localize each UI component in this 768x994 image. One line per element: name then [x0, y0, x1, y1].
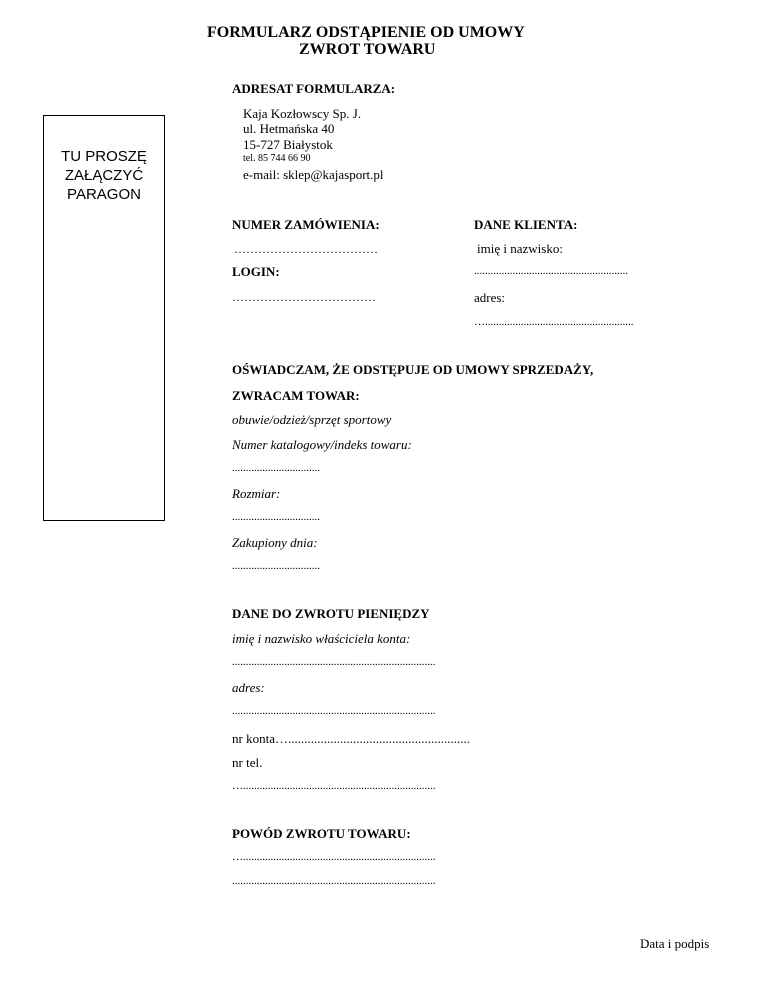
catalog-number-field[interactable]: ................................ [232, 462, 320, 474]
return-reason-field-1[interactable]: …...................................................................... [232, 851, 436, 863]
addressee-company: Kaja Kozłowscy Sp. J. [243, 106, 362, 121]
receipt-instruction [44, 147, 164, 204]
refund-phone-label: nr tel. [232, 755, 263, 770]
refund-phone-field[interactable]: …...................................................................... [232, 780, 436, 792]
client-address-label: adres: [474, 290, 506, 305]
client-heading: DANE KLIENTA: [474, 217, 578, 232]
client-name-label: imię i nazwisko: [477, 241, 563, 256]
addressee-city: 15-727 Białystok [243, 137, 333, 152]
size-field[interactable]: ................................ [232, 511, 320, 523]
refund-heading: DANE DO ZWROTU PIENIĘDZY [232, 606, 430, 621]
account-owner-field[interactable]: .......................................................................... [232, 656, 436, 668]
goods-type-text: obuwie/odzież/sprzęt sportowy [232, 412, 392, 427]
account-number-field[interactable]: nr konta…........................................................ [232, 731, 470, 746]
addressee-street: ul. Hetmańska 40 [243, 121, 335, 136]
form-title-line1: FORMULARZ ODSTĄPIENIE OD UMOWY [207, 24, 525, 41]
receipt-instruction-line2: ZAŁĄCZYĆ [64, 167, 144, 184]
date-and-signature-label: Data i podpis [640, 936, 710, 951]
return-reason-field-2[interactable]: .......................................................................... [232, 875, 436, 887]
receipt-instruction-line3: PARAGON [67, 186, 141, 203]
receipt-instruction-line1: TU PROSZĘ [61, 148, 147, 165]
return-reason-heading: POWÓD ZWROTU TOWARU: [232, 826, 411, 841]
catalog-number-label: Numer katalogowy/indeks towaru: [232, 437, 412, 452]
declaration-heading: OŚWIADCZAM, ŻE ODSTĘPUJE OD UMOWY SPRZEDAŻY, [232, 362, 594, 377]
size-label: Rozmiar: [232, 486, 281, 501]
addressee-email: e-mail: sklep@kajasport.pl [243, 167, 384, 182]
purchase-date-label: Zakupiony dnia: [232, 535, 318, 550]
order-number-field[interactable]: ……………………………… [234, 242, 378, 256]
client-address-field[interactable]: …...................................................... [474, 316, 634, 328]
order-number-label: NUMER ZAMÓWIENIA: [232, 217, 380, 232]
refund-address-field[interactable]: .......................................................................... [232, 705, 436, 717]
addressee-phone: tel. 85 744 66 90 [243, 153, 311, 164]
receipt-attachment-box [43, 115, 165, 521]
login-label: LOGIN: [232, 264, 280, 279]
refund-address-label: adres: [232, 680, 265, 695]
account-owner-label: imię i nazwisko właściciela konta: [232, 631, 411, 646]
purchase-date-field[interactable]: ................................ [232, 560, 320, 572]
form-title-line2: ZWROT TOWARU [299, 41, 436, 58]
login-field[interactable]: ……………………………… [232, 290, 376, 304]
client-name-field[interactable]: ........................................................ [474, 265, 628, 277]
addressee-heading: ADRESAT FORMULARZA: [232, 81, 396, 96]
returned-goods-heading: ZWRACAM TOWAR: [232, 388, 360, 403]
